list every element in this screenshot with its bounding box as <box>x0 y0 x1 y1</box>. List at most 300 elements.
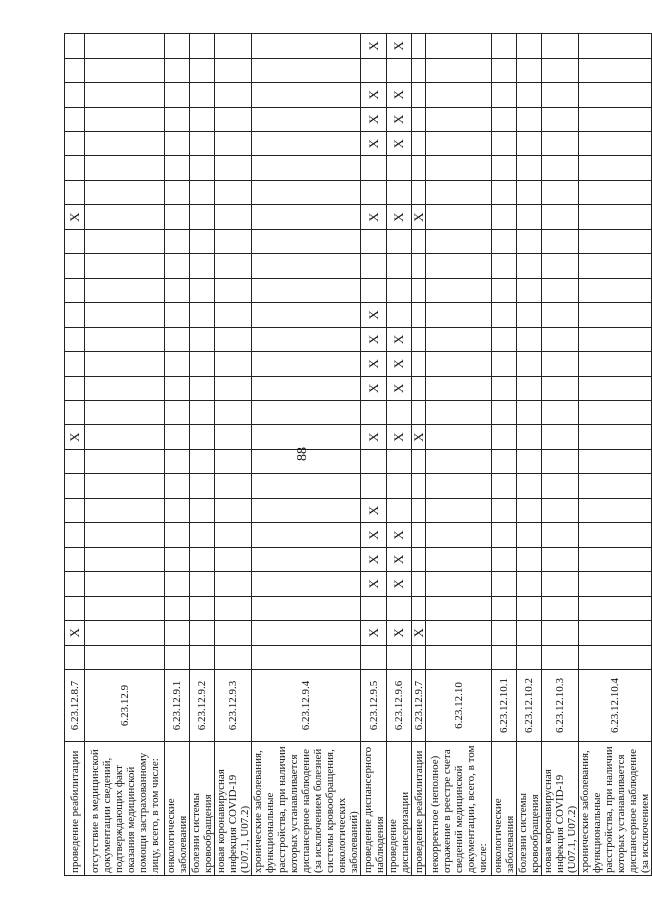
mark-cell <box>190 596 215 620</box>
mark-cell <box>190 254 215 278</box>
mark-cell <box>190 107 215 131</box>
mark-cell <box>579 474 652 498</box>
mark-cell <box>165 645 190 669</box>
mark-cell <box>542 621 579 645</box>
mark-cell <box>361 254 387 278</box>
mark-cell <box>542 645 579 669</box>
mark-cell <box>542 547 579 571</box>
mark-cell <box>426 107 492 131</box>
mark-cell <box>165 278 190 302</box>
mark-cell <box>579 205 652 229</box>
row-name: проведение диспансерного наблюдения <box>361 742 387 876</box>
mark-cell <box>85 107 165 131</box>
row-name: онкологические заболевания <box>492 742 517 876</box>
mark-cell <box>412 132 426 156</box>
mark-cell <box>215 498 252 522</box>
mark-cell <box>65 83 85 107</box>
mark-cell <box>165 498 190 522</box>
mark-cell <box>252 327 361 351</box>
mark-cell <box>517 449 542 473</box>
mark-cell <box>542 303 579 327</box>
mark-cell <box>190 205 215 229</box>
mark-cell <box>387 401 412 425</box>
table-rotation-frame <box>64 34 651 876</box>
mark-cell <box>165 156 190 180</box>
mark-cell <box>65 645 85 669</box>
mark-cell <box>361 278 387 302</box>
mark-cell <box>579 83 652 107</box>
mark-cell <box>426 205 492 229</box>
table-row <box>426 34 492 876</box>
mark-cell <box>542 205 579 229</box>
mark-cell <box>492 34 517 58</box>
mark-cell: X <box>387 83 412 107</box>
mark-cell <box>426 156 492 180</box>
mark-cell <box>165 327 190 351</box>
mark-cell <box>579 572 652 596</box>
mark-cell: X <box>387 34 412 58</box>
mark-cell <box>215 645 252 669</box>
mark-cell <box>517 132 542 156</box>
mark-cell <box>65 180 85 204</box>
mark-cell <box>85 596 165 620</box>
mark-cell <box>252 83 361 107</box>
mark-cell <box>542 425 579 449</box>
mark-cell <box>412 645 426 669</box>
mark-cell <box>190 572 215 596</box>
mark-cell <box>426 180 492 204</box>
mark-cell <box>65 58 85 82</box>
row-code: 6.23.12.9.2 <box>190 670 215 742</box>
mark-cell <box>426 645 492 669</box>
mark-cell <box>492 645 517 669</box>
mark-cell: X <box>361 547 387 571</box>
mark-cell <box>579 58 652 82</box>
row-code: 6.23.12.9.1 <box>165 670 190 742</box>
mark-cell <box>215 107 252 131</box>
row-code: 6.23.12.9.6 <box>387 670 412 742</box>
mark-cell: X <box>387 205 412 229</box>
mark-cell <box>412 474 426 498</box>
mark-cell <box>85 376 165 400</box>
mark-cell <box>215 376 252 400</box>
mark-cell <box>517 83 542 107</box>
row-code: 6.23.12.10.3 <box>542 670 579 742</box>
mark-cell <box>252 425 361 449</box>
table-row <box>252 34 361 876</box>
mark-cell <box>65 498 85 522</box>
mark-cell <box>65 547 85 571</box>
mark-cell <box>165 523 190 547</box>
mark-cell <box>517 645 542 669</box>
mark-cell <box>492 107 517 131</box>
mark-cell <box>492 498 517 522</box>
mark-cell <box>412 572 426 596</box>
mark-cell <box>492 180 517 204</box>
mark-cell <box>426 327 492 351</box>
mark-cell <box>85 156 165 180</box>
mark-cell <box>85 425 165 449</box>
mark-cell <box>492 327 517 351</box>
mark-cell <box>215 352 252 376</box>
row-name: новая коронавирусная инфекция COVID-19 (U07.1, U07.2) <box>215 742 252 876</box>
row-name: болезни системы кровообращения <box>190 742 215 876</box>
mark-cell <box>517 34 542 58</box>
mark-cell <box>165 107 190 131</box>
mark-cell <box>579 180 652 204</box>
mark-cell <box>426 58 492 82</box>
mark-cell <box>517 523 542 547</box>
mark-cell <box>165 83 190 107</box>
row-name: проведение реабилитации <box>412 742 426 876</box>
mark-cell <box>426 498 492 522</box>
mark-cell <box>165 58 190 82</box>
mark-cell <box>517 278 542 302</box>
mark-cell: X <box>412 205 426 229</box>
mark-cell <box>387 498 412 522</box>
mark-cell <box>426 425 492 449</box>
mark-cell <box>426 132 492 156</box>
table-row <box>190 34 215 876</box>
mark-cell: X <box>65 621 85 645</box>
mark-cell <box>190 83 215 107</box>
classification-table <box>64 33 652 876</box>
mark-cell <box>85 83 165 107</box>
mark-cell <box>517 596 542 620</box>
mark-cell <box>252 352 361 376</box>
mark-cell <box>65 303 85 327</box>
mark-cell <box>85 523 165 547</box>
mark-cell <box>426 352 492 376</box>
mark-cell: X <box>361 303 387 327</box>
mark-cell <box>492 449 517 473</box>
mark-cell <box>252 254 361 278</box>
mark-cell <box>542 180 579 204</box>
table-row <box>492 34 517 876</box>
mark-cell <box>412 596 426 620</box>
mark-cell <box>412 254 426 278</box>
mark-cell <box>579 621 652 645</box>
mark-cell <box>426 572 492 596</box>
mark-cell <box>252 34 361 58</box>
mark-cell <box>85 547 165 571</box>
mark-cell: X <box>387 547 412 571</box>
mark-cell <box>361 449 387 473</box>
mark-cell <box>517 180 542 204</box>
mark-cell <box>387 474 412 498</box>
row-name: некорректное (неполное) отражение в реестре счета сведений медицинской документации, всего, в том числе: <box>426 742 492 876</box>
mark-cell <box>252 376 361 400</box>
mark-cell <box>542 107 579 131</box>
mark-cell <box>579 401 652 425</box>
mark-cell <box>215 132 252 156</box>
mark-cell <box>215 254 252 278</box>
mark-cell <box>387 254 412 278</box>
mark-cell <box>215 229 252 253</box>
mark-cell <box>361 596 387 620</box>
mark-cell <box>387 645 412 669</box>
mark-cell <box>361 474 387 498</box>
mark-cell <box>492 596 517 620</box>
mark-cell <box>65 449 85 473</box>
page-number: 88 <box>295 447 310 461</box>
row-name: новая коронавирусная инфекция COVID-19 (U07.1, U07.2) <box>542 742 579 876</box>
mark-cell <box>492 58 517 82</box>
mark-cell <box>517 572 542 596</box>
mark-cell <box>492 621 517 645</box>
mark-cell <box>426 34 492 58</box>
mark-cell <box>65 132 85 156</box>
mark-cell <box>426 474 492 498</box>
mark-cell: X <box>361 107 387 131</box>
table-row <box>517 34 542 876</box>
mark-cell <box>426 523 492 547</box>
table-row <box>387 34 412 876</box>
mark-cell <box>542 132 579 156</box>
mark-cell <box>215 303 252 327</box>
mark-cell <box>492 352 517 376</box>
mark-cell <box>165 205 190 229</box>
mark-cell <box>492 401 517 425</box>
mark-cell <box>85 621 165 645</box>
row-name: проведение реабилитации <box>65 742 85 876</box>
mark-cell <box>517 205 542 229</box>
mark-cell <box>165 132 190 156</box>
mark-cell <box>190 303 215 327</box>
mark-cell <box>579 34 652 58</box>
mark-cell <box>412 229 426 253</box>
mark-cell <box>65 352 85 376</box>
mark-cell <box>542 376 579 400</box>
mark-cell <box>387 278 412 302</box>
mark-cell <box>412 303 426 327</box>
mark-cell <box>542 474 579 498</box>
mark-cell <box>85 58 165 82</box>
mark-cell <box>412 376 426 400</box>
mark-cell <box>542 34 579 58</box>
mark-cell <box>190 547 215 571</box>
mark-cell <box>492 572 517 596</box>
mark-cell: X <box>387 425 412 449</box>
mark-cell <box>517 376 542 400</box>
mark-cell <box>190 327 215 351</box>
mark-cell <box>579 229 652 253</box>
mark-cell <box>65 401 85 425</box>
table-row <box>579 34 652 876</box>
mark-cell <box>579 498 652 522</box>
mark-cell: X <box>361 132 387 156</box>
table-row <box>215 34 252 876</box>
mark-cell <box>252 449 361 473</box>
mark-cell <box>412 449 426 473</box>
mark-cell <box>412 107 426 131</box>
mark-cell: X <box>412 425 426 449</box>
mark-cell <box>412 401 426 425</box>
table-row <box>412 34 426 876</box>
mark-cell <box>579 132 652 156</box>
mark-cell <box>426 303 492 327</box>
table-row <box>361 34 387 876</box>
mark-cell <box>165 572 190 596</box>
mark-cell <box>542 572 579 596</box>
mark-cell <box>492 229 517 253</box>
mark-cell <box>579 645 652 669</box>
mark-cell <box>85 474 165 498</box>
table-row <box>542 34 579 876</box>
mark-cell <box>215 278 252 302</box>
mark-cell <box>412 156 426 180</box>
row-name: проведение диспансеризации <box>387 742 412 876</box>
mark-cell <box>215 34 252 58</box>
mark-cell <box>85 352 165 376</box>
mark-cell <box>492 523 517 547</box>
mark-cell <box>517 107 542 131</box>
mark-cell: X <box>387 327 412 351</box>
mark-cell <box>492 132 517 156</box>
mark-cell <box>252 572 361 596</box>
mark-cell <box>190 278 215 302</box>
mark-cell <box>579 523 652 547</box>
mark-cell <box>579 352 652 376</box>
mark-cell <box>190 229 215 253</box>
mark-cell <box>85 278 165 302</box>
mark-cell <box>165 254 190 278</box>
mark-cell <box>412 547 426 571</box>
mark-cell <box>517 229 542 253</box>
mark-cell <box>542 327 579 351</box>
mark-cell <box>542 523 579 547</box>
mark-cell <box>165 34 190 58</box>
table-row <box>165 34 190 876</box>
mark-cell <box>65 572 85 596</box>
row-code: 6.23.12.9.7 <box>412 670 426 742</box>
mark-cell <box>517 254 542 278</box>
mark-cell: X <box>361 621 387 645</box>
mark-cell <box>387 229 412 253</box>
mark-cell <box>65 34 85 58</box>
mark-cell: X <box>361 352 387 376</box>
row-name: онкологические заболевания <box>165 742 190 876</box>
rotated-table-page <box>64 34 651 876</box>
mark-cell <box>542 156 579 180</box>
mark-cell <box>542 449 579 473</box>
mark-cell <box>65 156 85 180</box>
mark-cell <box>215 621 252 645</box>
mark-cell: X <box>387 572 412 596</box>
mark-cell: X <box>387 621 412 645</box>
mark-cell <box>542 254 579 278</box>
mark-cell <box>65 229 85 253</box>
mark-cell <box>190 523 215 547</box>
mark-cell <box>426 254 492 278</box>
mark-cell: X <box>387 352 412 376</box>
mark-cell <box>517 621 542 645</box>
mark-cell <box>517 303 542 327</box>
mark-cell <box>85 303 165 327</box>
mark-cell <box>165 449 190 473</box>
mark-cell <box>252 547 361 571</box>
mark-cell <box>387 596 412 620</box>
mark-cell <box>190 156 215 180</box>
mark-cell <box>165 425 190 449</box>
mark-cell <box>65 474 85 498</box>
mark-cell <box>65 278 85 302</box>
mark-cell <box>85 572 165 596</box>
mark-cell: X <box>361 498 387 522</box>
mark-cell <box>252 107 361 131</box>
mark-cell <box>190 474 215 498</box>
mark-cell <box>215 425 252 449</box>
mark-cell <box>165 352 190 376</box>
mark-cell <box>85 180 165 204</box>
mark-cell <box>85 34 165 58</box>
mark-cell: X <box>361 205 387 229</box>
mark-cell <box>252 156 361 180</box>
mark-cell <box>542 498 579 522</box>
mark-cell <box>252 498 361 522</box>
mark-cell <box>579 303 652 327</box>
mark-cell <box>426 621 492 645</box>
mark-cell <box>492 156 517 180</box>
mark-cell <box>190 376 215 400</box>
mark-cell <box>542 596 579 620</box>
mark-cell <box>517 58 542 82</box>
mark-cell <box>165 547 190 571</box>
mark-cell <box>190 401 215 425</box>
mark-cell <box>361 229 387 253</box>
mark-cell <box>492 303 517 327</box>
mark-cell <box>65 327 85 351</box>
mark-cell <box>387 58 412 82</box>
mark-cell <box>215 572 252 596</box>
mark-cell <box>190 132 215 156</box>
mark-cell: X <box>361 523 387 547</box>
mark-cell <box>190 352 215 376</box>
row-name: хронические заболевания, функциональные расстройства, при наличии которых устанавливается диспансерное наблюдение (за исключением <box>579 742 652 876</box>
mark-cell <box>215 205 252 229</box>
mark-cell <box>426 401 492 425</box>
mark-cell <box>579 156 652 180</box>
mark-cell: X <box>361 327 387 351</box>
mark-cell <box>252 596 361 620</box>
mark-cell <box>252 523 361 547</box>
mark-cell <box>252 58 361 82</box>
mark-cell <box>412 278 426 302</box>
mark-cell <box>361 645 387 669</box>
mark-cell <box>517 547 542 571</box>
mark-cell <box>65 107 85 131</box>
mark-cell <box>542 229 579 253</box>
mark-cell <box>426 278 492 302</box>
mark-cell <box>85 645 165 669</box>
mark-cell <box>579 547 652 571</box>
mark-cell: X <box>65 425 85 449</box>
mark-cell <box>85 327 165 351</box>
mark-cell <box>190 425 215 449</box>
mark-cell <box>252 303 361 327</box>
row-code: 6.23.12.9.4 <box>252 670 361 742</box>
mark-cell <box>85 205 165 229</box>
mark-cell <box>412 523 426 547</box>
mark-cell <box>65 376 85 400</box>
row-code: 6.23.12.10.2 <box>517 670 542 742</box>
mark-cell: X <box>387 523 412 547</box>
mark-cell <box>387 303 412 327</box>
mark-cell: X <box>361 34 387 58</box>
mark-cell <box>190 498 215 522</box>
mark-cell <box>215 547 252 571</box>
mark-cell <box>165 596 190 620</box>
